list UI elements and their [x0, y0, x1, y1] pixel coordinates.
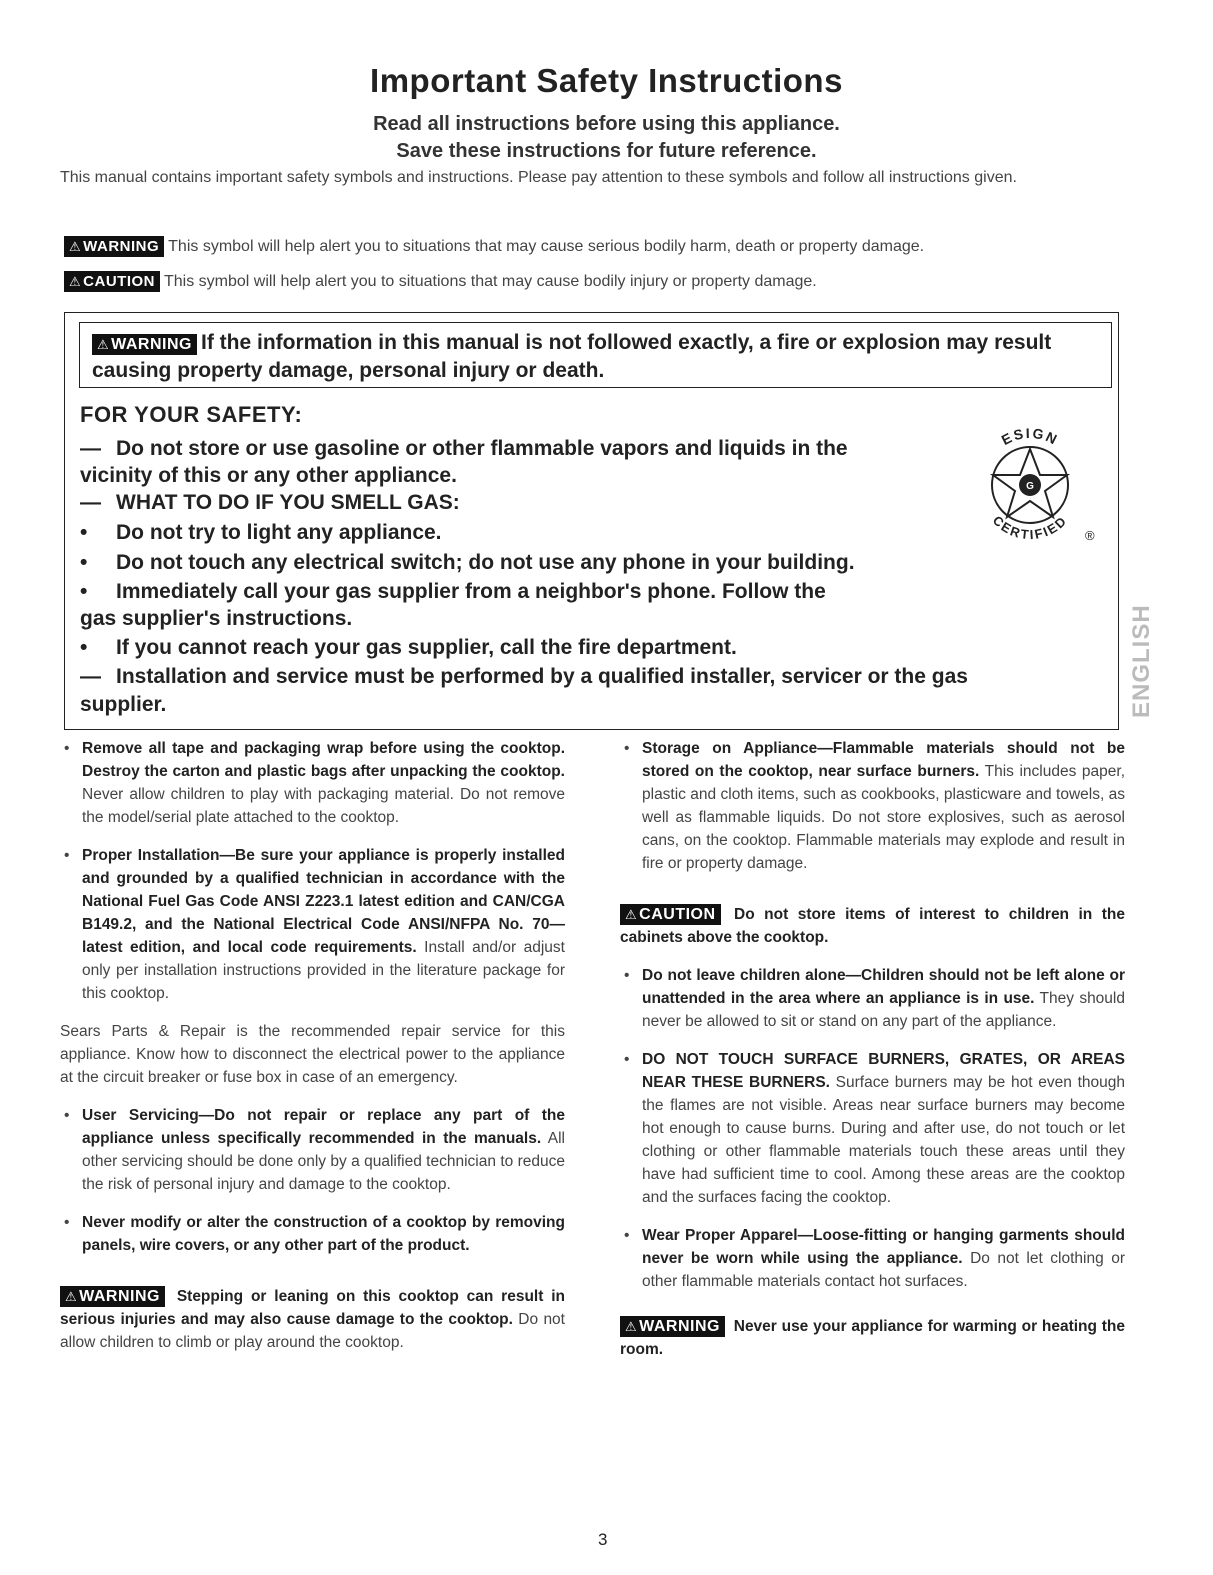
page-title: Important Safety Instructions — [370, 62, 843, 99]
fire-warning-box — [79, 322, 1112, 388]
design-certified-seal — [963, 415, 1098, 555]
svg-text:ESIGN — [999, 425, 1062, 448]
warning-badge: ⚠ WARNING — [620, 1316, 725, 1337]
intro-paragraph: This manual contains important safety symbols and instructions. Please pay attention to these symbols and follow all instructions given. — [60, 169, 1017, 186]
caution-badge: ⚠ CAUTION — [620, 904, 721, 925]
warning-triangle-icon: ⚠ — [625, 907, 638, 922]
safety-line: supplier. — [80, 693, 167, 716]
warning-triangle-icon: ⚠ — [625, 1319, 638, 1334]
warning-triangle-icon: ⚠ — [97, 337, 110, 352]
warning-triangle-icon: ⚠ — [69, 239, 82, 254]
list-item: • User Servicing—Do not repair or replace any part of the appliance unless specifically recommended in the manuals. All other servicing should be done only by a qualified technician to reduce the risk of personal injury and damage to the cooktop. — [64, 1107, 565, 1193]
warning-badge: ⚠ WARNING — [64, 236, 164, 257]
safety-line: — Do not store or use gasoline or other flammable vapors and liquids in the — [80, 437, 848, 460]
svg-text:CERTIFIED — [990, 513, 1071, 543]
caution-badge: ⚠ CAUTION — [64, 271, 160, 292]
seal-bottom-text: CERTIFIED — [989, 512, 1071, 543]
warning-triangle-icon: ⚠ — [65, 1289, 78, 1304]
safety-line: — WHAT TO DO IF YOU SMELL GAS: — [80, 491, 460, 514]
safety-line: • Immediately call your gas supplier from a neighbor's phone. Follow the — [80, 580, 826, 603]
safety-line: — Installation and service must be performed by a qualified installer, servicer or the gas — [80, 665, 968, 688]
registered-mark: ® — [1085, 528, 1095, 543]
language-side-tab: ENGLISH — [1128, 604, 1155, 718]
seal-top-text: ESIGN — [998, 424, 1062, 449]
svg-text:G: G — [1026, 481, 1034, 492]
list-item: • Wear Proper Apparel—Loose-fitting or hanging garments should never be worn while using the appliance. Do not let clothing or other flammable materials contact hot surfaces. — [624, 1227, 1125, 1290]
list-item: • Never modify or alter the construction of a cooktop by removing panels, wire covers, or any other part of the product. — [64, 1214, 565, 1254]
children-caution: ⚠ CAUTION Do not store items of interest to children in the cabinets above the cooktop. — [620, 906, 1125, 946]
warning-symbol-text: This symbol will help alert you to situations that may cause serious bodily harm, death or property damage. — [168, 238, 925, 255]
warning-badge: ⚠ WARNING — [92, 334, 197, 355]
left-column — [60, 737, 565, 1369]
safety-line: • If you cannot reach your gas supplier, call the fire department. — [80, 636, 737, 659]
caution-symbol-text: This symbol will help alert you to situations that may cause bodily injury or property damage. — [163, 273, 817, 290]
safety-line: vicinity of this or any other appliance. — [80, 464, 457, 487]
warning-triangle-icon: ⚠ — [69, 274, 82, 289]
list-item: • Proper Installation—Be sure your appliance is properly installed and grounded by a qualified technician in accordance with the National Fuel Gas Code ANSI Z223.1 latest edition and CAN/CGA B149.2, and the National Electrical Code ANSI/NFPA No. 70—latest edition, and local code requirements. Install and/or adjust only per installation instructions provided in the literature package for this cooktop. — [64, 847, 565, 1002]
page-number: 3 — [598, 1530, 608, 1549]
list-item: • DO NOT TOUCH SURFACE BURNERS, GRATES, OR AREAS NEAR THESE BURNERS. Surface burners may be hot even though the flames are not visible. Areas near surface burners may become hot enough to cause burns. During and after use, do not touch or let clothing or other flammable materials touch these areas until they have had sufficient time to cool. Among these areas are the cooktop and the surfaces facing the cooktop. — [624, 1051, 1125, 1206]
list-item: • Do not leave children alone—Children should not be left alone or unattended in the area where an appliance is in use. They should never be allowed to sit or stand on any part of the appliance. — [624, 967, 1125, 1030]
caution-symbol-line — [64, 271, 817, 292]
safety-line: • Do not touch any electrical switch; do not use any phone in your building. — [80, 551, 855, 574]
heating-warning: ⚠ WARNING Never use your appliance for warming or heating the room. — [620, 1318, 1125, 1358]
stepping-warning: ⚠ WARNING Stepping or leaning on this cooktop can result in serious injuries and may also cause damage to the cooktop. Do not allow children to climb or play around the cooktop. — [60, 1288, 565, 1351]
sears-paragraph: Sears Parts & Repair is the recommended repair service for this appliance. Know how to disconnect the electrical power to the appliance at the circuit breaker or fuse box in case of an emergency. — [60, 1023, 565, 1086]
subtitle-save: Save these instructions for future reference. — [396, 140, 817, 162]
right-column — [620, 737, 1125, 1376]
list-item: • Remove all tape and packaging wrap before using the cooktop. Destroy the carton and plastic bags after unpacking the cooktop. Never allow children to play with packaging material. Do not remove the model/serial plate attached to the cooktop. — [64, 740, 565, 826]
warning-badge: ⚠ WARNING — [60, 1286, 165, 1307]
safety-line: • Do not try to light any appliance. — [80, 521, 442, 544]
for-your-safety-heading: FOR YOUR SAFETY: — [80, 402, 303, 427]
subtitle-read-all: Read all instructions before using this appliance. — [373, 113, 840, 135]
list-item: • Storage on Appliance—Flammable materials should not be stored on the cooktop, near surface burners. This includes paper, plastic and cloth items, such as cookbooks, plasticware and towels, as well as flammable liquids. Do not store explosives, such as aerosol cans, on the cooktop. Flammable materials may explode and result in fire or property damage. — [624, 740, 1126, 872]
safety-line: gas supplier's instructions. — [80, 607, 353, 630]
fire-warning-text: If the information in this manual is not followed exactly, a fire or explosion may result causing property damage, personal injury or death. — [92, 331, 1052, 382]
warning-symbol-line — [64, 236, 924, 257]
